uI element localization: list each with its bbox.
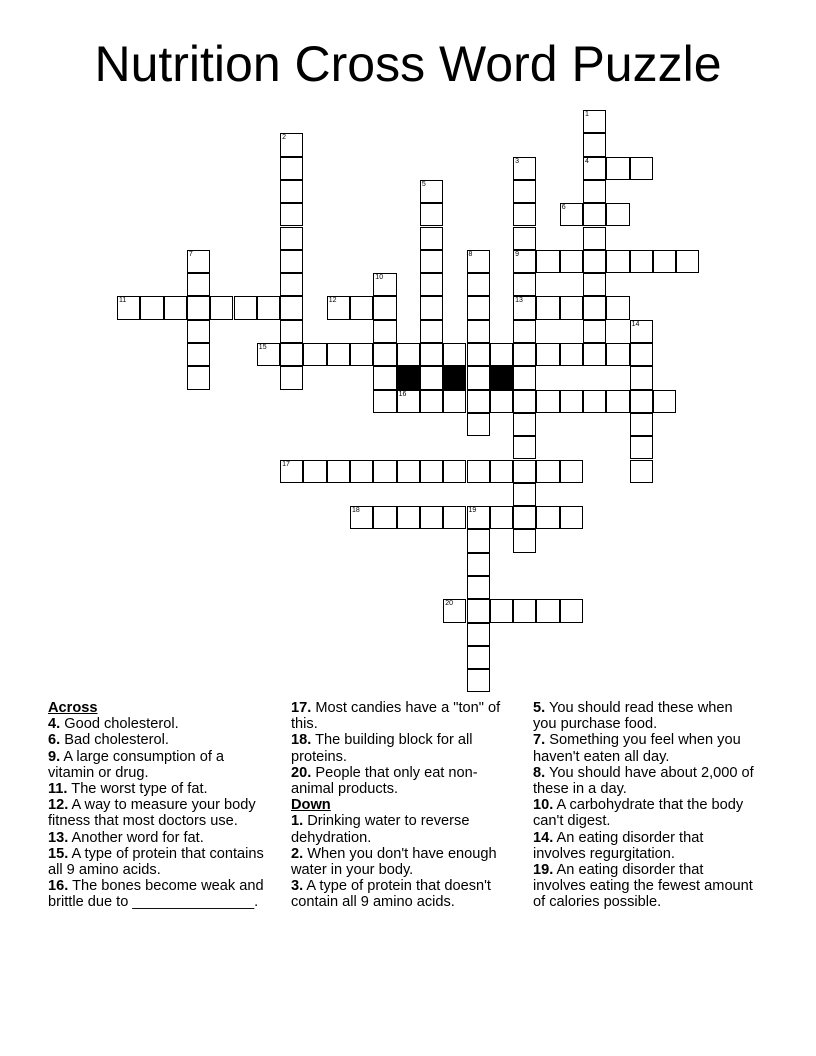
grid-cell[interactable]	[583, 110, 606, 133]
grid-cell[interactable]	[653, 250, 676, 273]
grid-cell[interactable]	[467, 296, 490, 319]
grid-cell[interactable]	[536, 599, 559, 622]
clue-down-19: 19. An eating disorder that involves eating the fewest amount of calories possible.	[533, 862, 753, 911]
grid-cell[interactable]	[187, 273, 210, 296]
grid-cell[interactable]	[467, 506, 490, 529]
grid-cell[interactable]	[606, 296, 629, 319]
grid-cell[interactable]	[327, 460, 350, 483]
grid-cell[interactable]	[327, 296, 350, 319]
grid-cell[interactable]	[583, 250, 606, 273]
grid-cell[interactable]	[420, 460, 443, 483]
across-heading: Across	[48, 700, 98, 716]
grid-cell[interactable]	[467, 250, 490, 273]
grid-cell[interactable]	[536, 296, 559, 319]
grid-cell[interactable]	[606, 203, 629, 226]
grid-cell[interactable]	[513, 320, 536, 343]
grid-cell[interactable]	[490, 343, 513, 366]
grid-cell[interactable]	[280, 250, 303, 273]
grid-cell[interactable]	[606, 343, 629, 366]
grid-cell[interactable]	[443, 343, 466, 366]
grid-cell-black	[443, 366, 466, 389]
clue-number: 20	[445, 600, 453, 608]
grid-cell[interactable]	[420, 203, 443, 226]
down-heading: Down	[291, 797, 331, 814]
grid-cell[interactable]	[420, 296, 443, 319]
grid-cell[interactable]	[606, 250, 629, 273]
grid-cell[interactable]	[467, 273, 490, 296]
grid-cell[interactable]	[513, 599, 536, 622]
grid-cell[interactable]	[513, 203, 536, 226]
grid-cell[interactable]	[140, 296, 163, 319]
grid-cell[interactable]	[467, 576, 490, 599]
grid-cell[interactable]	[373, 343, 396, 366]
grid-cell[interactable]	[583, 203, 606, 226]
grid-cell[interactable]	[513, 273, 536, 296]
clue-number: 8	[468, 250, 473, 258]
clue-across-12: 12. A way to measure your body fitness that most doctors use.	[48, 797, 256, 830]
grid-cell[interactable]	[560, 390, 583, 413]
grid-cell[interactable]	[420, 250, 443, 273]
clue-down-10: 10. A carbohydrate that the body can't digest.	[533, 797, 744, 830]
grid-cell[interactable]	[467, 623, 490, 646]
clue-number: 2	[282, 134, 286, 142]
clue-number: 1	[585, 111, 589, 118]
grid-cell[interactable]	[630, 436, 653, 459]
grid-cell[interactable]	[490, 506, 513, 529]
clue-number: 4	[585, 157, 589, 165]
clue-down-1: 1. Drinking water to reverse dehydration.	[291, 813, 470, 846]
grid-cell[interactable]	[536, 343, 559, 366]
grid-cell[interactable]	[397, 343, 420, 366]
clue-number: 7	[188, 250, 193, 258]
clue-across-11: 11. The worst type of fat.	[48, 781, 208, 798]
grid-cell[interactable]	[373, 506, 396, 529]
grid-cell[interactable]	[560, 203, 583, 226]
grid-cell[interactable]	[467, 669, 490, 692]
grid-cell[interactable]	[373, 460, 396, 483]
grid-cell[interactable]	[536, 390, 559, 413]
grid-cell[interactable]	[210, 296, 233, 319]
clue-down-8: 8. You should have about 2,000 of these in a day.	[533, 764, 754, 798]
grid-cell[interactable]	[397, 390, 420, 413]
grid-cell[interactable]	[443, 506, 466, 529]
grid-cell[interactable]	[583, 343, 606, 366]
grid-cell[interactable]	[583, 296, 606, 319]
grid-cell[interactable]	[536, 506, 559, 529]
grid-cell[interactable]	[280, 180, 303, 203]
clue-across-6: 6. Bad cholesterol.	[48, 732, 169, 749]
clue-number: 18	[352, 507, 360, 515]
puzzle-title: Nutrition Cross Word Puzzle	[94, 36, 722, 92]
grid-cell[interactable]	[187, 296, 210, 319]
clue-across-18: 18. The building block for all proteins.	[291, 732, 473, 765]
grid-cell[interactable]	[280, 343, 303, 366]
grid-cell[interactable]	[280, 320, 303, 343]
clue-number: 11	[119, 297, 127, 305]
grid-cell[interactable]	[583, 180, 606, 203]
grid-cell[interactable]	[513, 366, 536, 389]
grid-cell[interactable]	[676, 250, 699, 273]
grid-cell[interactable]	[420, 180, 443, 203]
grid-cell[interactable]	[560, 296, 583, 319]
grid-cell[interactable]	[280, 366, 303, 389]
grid-cell[interactable]	[350, 343, 373, 366]
grid-cell[interactable]	[490, 390, 513, 413]
grid-cell[interactable]	[583, 157, 606, 180]
grid-cell[interactable]	[420, 506, 443, 529]
grid-cell[interactable]	[653, 390, 676, 413]
grid-cell[interactable]	[513, 250, 536, 273]
grid-cell[interactable]	[280, 157, 303, 180]
grid-cell[interactable]	[583, 390, 606, 413]
grid-cell[interactable]	[467, 553, 490, 576]
grid-cell[interactable]	[467, 390, 490, 413]
grid-cell[interactable]	[187, 250, 210, 273]
grid-cell[interactable]	[303, 460, 326, 483]
grid-cell[interactable]	[280, 296, 303, 319]
grid-cell[interactable]	[490, 599, 513, 622]
grid-cell[interactable]	[630, 390, 653, 413]
grid-cell[interactable]	[420, 227, 443, 250]
grid-cell[interactable]	[513, 180, 536, 203]
grid-cell[interactable]	[606, 157, 629, 180]
clue-across-13: 13. Another word for fat.	[48, 829, 204, 846]
grid-cell[interactable]	[373, 390, 396, 413]
grid-cell[interactable]	[327, 343, 350, 366]
grid-cell[interactable]	[467, 599, 490, 622]
grid-cell[interactable]	[606, 390, 629, 413]
clue-across-9: 9. A large consumption of a vitamin or drug.	[48, 748, 225, 781]
grid-cell[interactable]	[583, 273, 606, 296]
clue-across-16: 16. The bones become weak and brittle due to _______________.	[48, 878, 264, 911]
grid-cell[interactable]	[280, 227, 303, 250]
clue-down-5: 5. You should read these when you purchase food.	[533, 700, 733, 733]
grid-cell[interactable]	[257, 296, 280, 319]
grid-cell[interactable]	[280, 203, 303, 226]
grid-cell[interactable]	[420, 390, 443, 413]
clue-across-17: 17. Most candies have a "ton" of this.	[291, 700, 501, 733]
grid-cell[interactable]	[513, 296, 536, 319]
clue-number: 15	[258, 344, 267, 351]
grid-cell[interactable]	[280, 460, 303, 483]
clue-number: 13	[515, 297, 523, 305]
grid-cell-black	[490, 366, 513, 389]
clue-number: 10	[375, 274, 384, 282]
grid-cell[interactable]	[280, 273, 303, 296]
grid-cell[interactable]	[467, 646, 490, 669]
grid-cell[interactable]	[630, 157, 653, 180]
grid-cell[interactable]	[373, 273, 396, 296]
grid-cell[interactable]	[560, 460, 583, 483]
grid-cell-black	[397, 366, 420, 389]
grid-cell[interactable]	[187, 366, 210, 389]
grid-cell[interactable]	[536, 250, 559, 273]
grid-cell[interactable]	[560, 599, 583, 622]
clue-number: 16	[398, 390, 407, 398]
grid-cell[interactable]	[467, 366, 490, 389]
clue-number: 6	[561, 204, 566, 212]
grid-cell[interactable]	[187, 320, 210, 343]
grid-cell[interactable]	[513, 529, 536, 552]
grid-cell[interactable]	[490, 460, 513, 483]
grid-cell[interactable]	[513, 506, 536, 529]
grid-cell[interactable]	[630, 343, 653, 366]
grid-cell[interactable]	[303, 343, 326, 366]
grid-cell[interactable]	[164, 296, 187, 319]
clue-down-3: 3. A type of protein that doesn't contain all 9 amino acids.	[291, 878, 491, 911]
grid-cell[interactable]	[373, 320, 396, 343]
grid-cell[interactable]	[583, 227, 606, 250]
clue-number: 9	[515, 250, 519, 258]
grid-cell[interactable]	[630, 413, 653, 436]
grid-cell[interactable]	[560, 343, 583, 366]
clue-down-7: 7. Something you feel when you haven't eaten all day.	[533, 732, 741, 765]
grid-cell[interactable]	[513, 483, 536, 506]
grid-cell[interactable]	[397, 506, 420, 529]
grid-cell[interactable]	[350, 460, 373, 483]
grid-cell[interactable]	[443, 390, 466, 413]
grid-cell[interactable]	[467, 320, 490, 343]
clue-number: 17	[282, 460, 290, 468]
grid-cell[interactable]	[583, 320, 606, 343]
clue-number: 3	[515, 157, 519, 165]
grid-cell[interactable]	[630, 460, 653, 483]
grid-cell[interactable]	[467, 413, 490, 436]
grid-cell[interactable]	[257, 343, 280, 366]
grid-cell[interactable]	[513, 227, 536, 250]
grid-cell[interactable]	[280, 133, 303, 156]
clues-column-3	[533, 700, 755, 911]
grid-cell[interactable]	[513, 157, 536, 180]
grid-cell[interactable]	[513, 343, 536, 366]
clue-across-20: 20. People that only eat non-animal products.	[291, 764, 478, 798]
grid-cell[interactable]	[420, 366, 443, 389]
clue-across-4: 4. Good cholesterol.	[48, 716, 179, 733]
grid-cell[interactable]	[536, 460, 559, 483]
grid-cell[interactable]	[397, 460, 420, 483]
clue-number: 12	[328, 297, 337, 305]
grid-cell[interactable]	[117, 296, 140, 319]
grid-cell[interactable]	[420, 320, 443, 343]
grid-cell[interactable]	[630, 320, 653, 343]
grid-cell[interactable]	[420, 343, 443, 366]
grid-cell[interactable]	[234, 296, 257, 319]
clues-column-2	[291, 700, 513, 911]
grid-cell[interactable]	[513, 436, 536, 459]
grid-cell[interactable]	[443, 460, 466, 483]
grid-cell[interactable]	[350, 296, 373, 319]
clue-down-2: 2. When you don't have enough water in your body.	[291, 845, 497, 879]
clue-down-14: 14. An eating disorder that involves regurgitation.	[533, 829, 704, 862]
grid-cell[interactable]	[443, 599, 466, 622]
grid-cell[interactable]	[187, 343, 210, 366]
grid-cell[interactable]	[513, 460, 536, 483]
grid-cell[interactable]	[583, 133, 606, 156]
clue-across-15: 15. A type of protein that contains all 9 amino acids.	[48, 845, 264, 879]
grid-cell[interactable]	[350, 506, 373, 529]
grid-cell[interactable]	[513, 413, 536, 436]
grid-cell[interactable]	[373, 366, 396, 389]
grid-cell[interactable]	[560, 506, 583, 529]
clue-number: 14	[631, 320, 640, 328]
grid-cell[interactable]	[630, 366, 653, 389]
grid-cell[interactable]	[467, 460, 490, 483]
grid-cell[interactable]	[467, 343, 490, 366]
grid-cell[interactable]	[513, 390, 536, 413]
clue-number: 5	[421, 180, 426, 188]
grid-cell[interactable]	[630, 250, 653, 273]
clue-number: 19	[468, 507, 477, 515]
grid-cell[interactable]	[467, 529, 490, 552]
grid-cell[interactable]	[373, 296, 396, 319]
grid-cell[interactable]	[420, 273, 443, 296]
clues-column-1	[48, 700, 270, 911]
grid-cell[interactable]	[560, 250, 583, 273]
